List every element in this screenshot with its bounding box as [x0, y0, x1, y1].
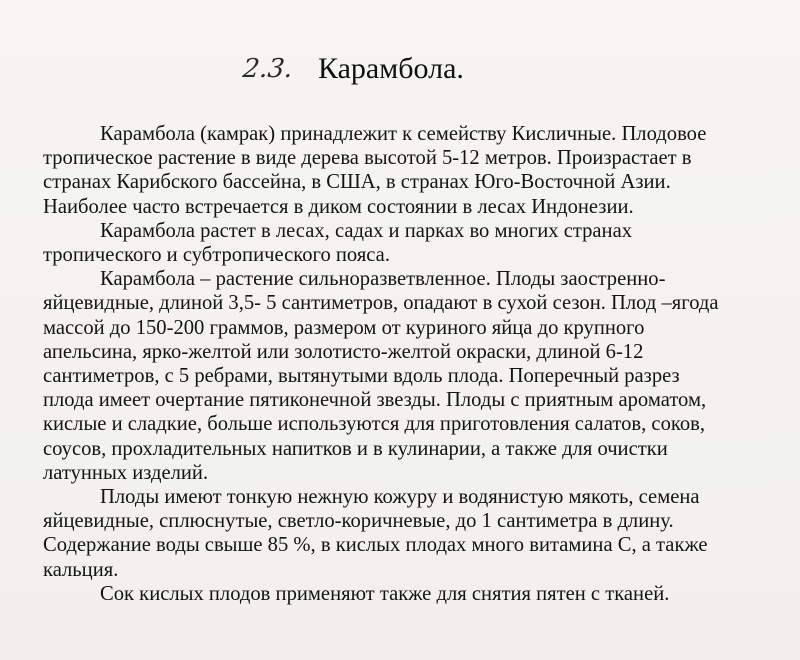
section-number: 2.3. [241, 54, 295, 84]
paragraph-2 [43, 219, 783, 267]
paragraph-line: сантиметров, с 5 ребрами, вытянутыми вдоль плода. Поперечный разрез [43, 365, 680, 388]
paragraph-5 [43, 582, 783, 606]
paragraph-line: Карамбола – растение сильноразветвленное. Плоды заостренно- [100, 268, 666, 291]
paragraph-4 [43, 485, 783, 582]
paragraph-line: апельсина, ярко-желтой или золотисто-желтой окраски, длиной 6-12 [43, 340, 644, 363]
paragraph-line: кальция. [43, 558, 119, 581]
paragraph-line: Карамбола (камрак) принадлежит к семейству Кисличные. Плодовое [100, 123, 707, 145]
paragraph-line: яйцевидные, длиной 3,5- 5 сантиметров, опадают в сухой сезон. Плод –ягода [43, 292, 719, 315]
paragraph-line: яйцевидные, сплюснутые, светло-коричневые, до 1 сантиметра в длину. [43, 510, 674, 533]
paragraph-3 [43, 267, 783, 485]
paragraph-line: тропическое растение в виде дерева высотой 5-12 метров. Произрастает в [43, 147, 692, 170]
paragraph-line: соусов, прохладительных напитков и в кулинарии, а также для очистки [43, 437, 668, 460]
paragraph-line: Сок кислых плодов применяют также для снятия пятен с тканей. [100, 582, 670, 605]
page-title: Карамбола. [318, 52, 464, 85]
paragraph-line: плода имеет очертание пятиконечной звезды. Плоды с приятным ароматом, [43, 389, 707, 412]
paragraph-line: латунных изделий. [43, 461, 209, 484]
paragraph-line: тропического и субтропического пояса. [43, 244, 390, 267]
paragraph-line: Наиболее часто встречается в диком состоянии в лесах Индонезии. [43, 195, 634, 218]
heading-row [0, 52, 800, 92]
paragraph-line: Содержание воды свыше 85 %, в кислых плодах много витамина С, а также [43, 534, 708, 557]
paragraph-line: Плоды имеют тонкую нежную кожуру и водянистую мякоть, семена [100, 486, 700, 509]
paragraph-line: кислые и сладкие, больше используются для приготовления салатов, соков, [43, 413, 705, 436]
paragraph-1 [43, 122, 783, 219]
paragraph-line: массой до 150-200 граммов, размером от куриного яйца до крупного [43, 316, 645, 339]
document-body [43, 122, 783, 606]
paragraph-line: Карамбола растет в лесах, садах и парках во многих странах [100, 219, 633, 242]
paragraph-line: странах Карибского бассейна, в США, в странах Юго-Восточной Азии. [43, 171, 671, 194]
